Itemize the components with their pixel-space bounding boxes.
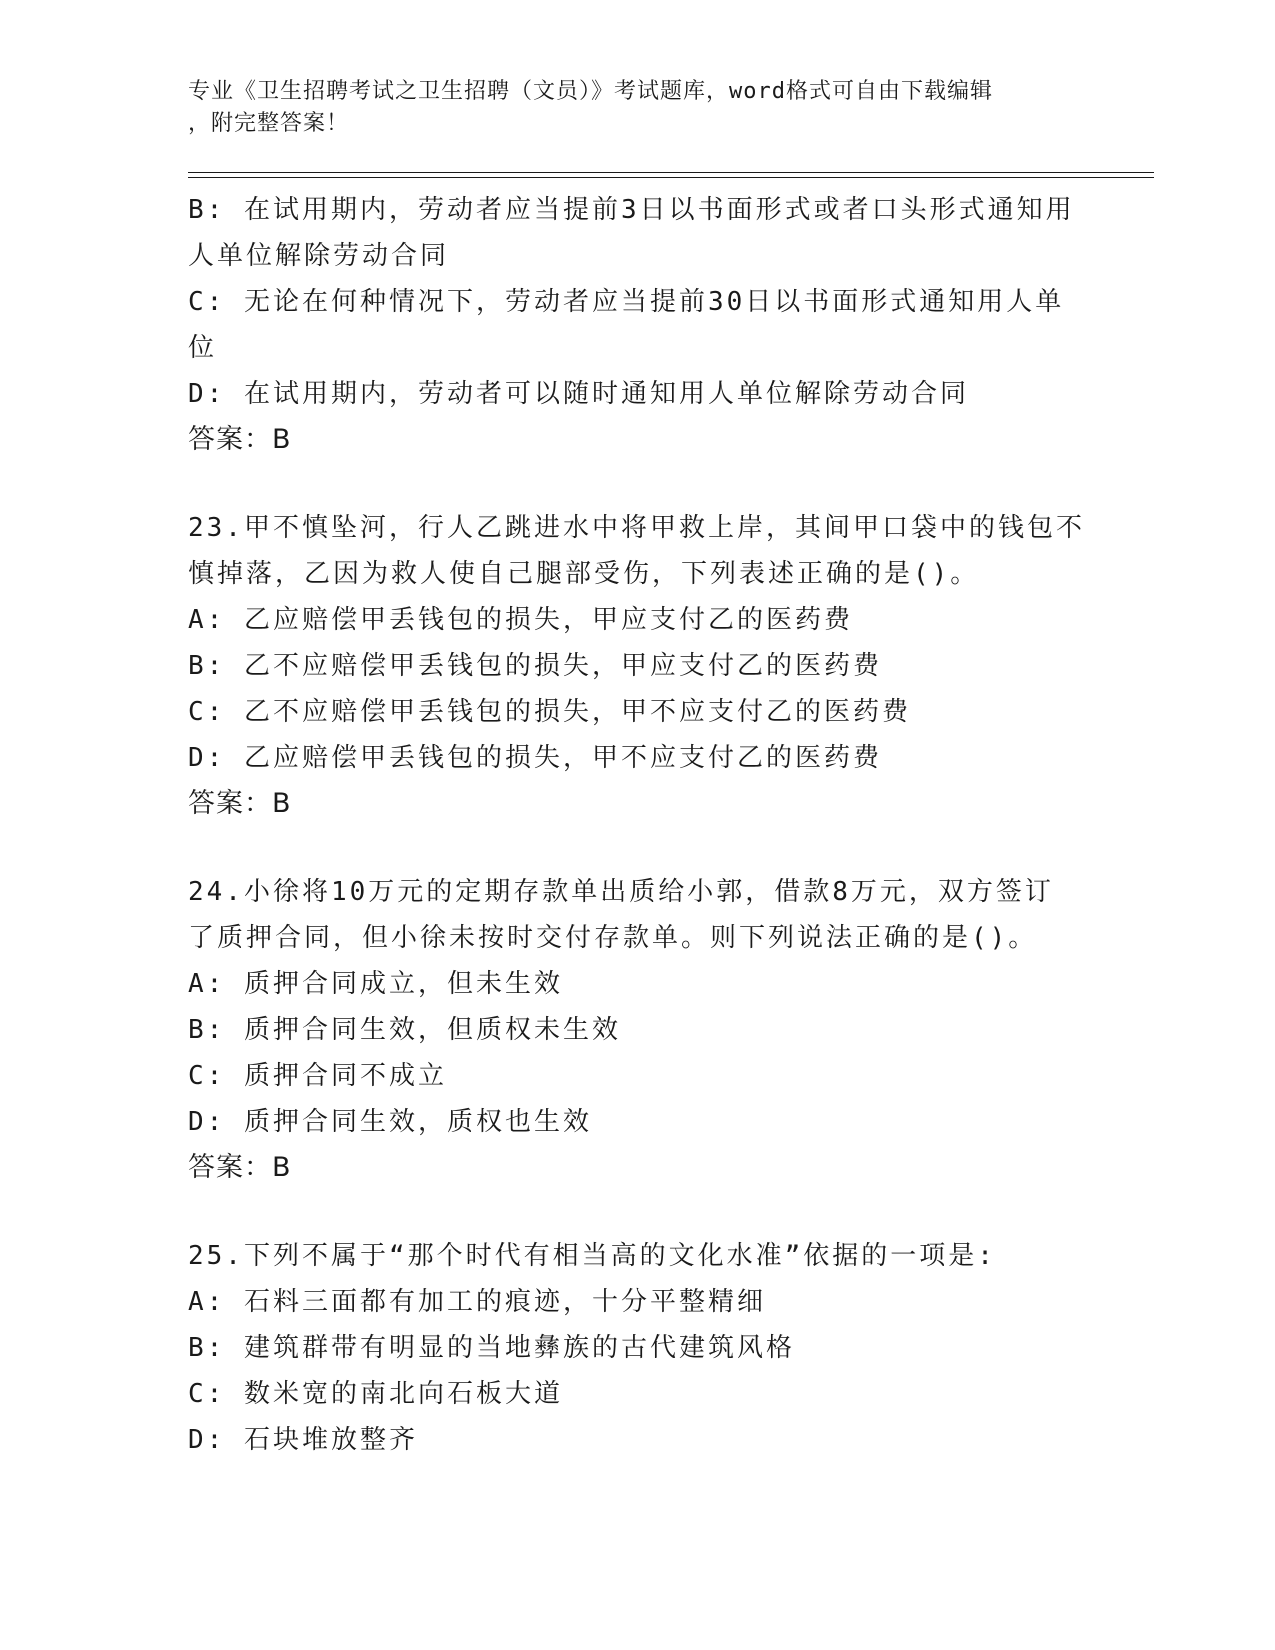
question-stem-line-1: 24.小徐将10万元的定期存款单出质给小郭，借款8万元，双方签订 <box>188 877 1054 907</box>
question-list <box>188 187 1088 1463</box>
question-24 <box>188 869 1088 1191</box>
option-d: D: 石块堆放整齐 <box>188 1425 418 1455</box>
option-c: C: 质押合同不成立 <box>188 1061 447 1091</box>
answer-label: 答案：B <box>188 1152 292 1183</box>
question-25 <box>188 1233 1088 1463</box>
option-d: D: 在试用期内，劳动者可以随时通知用人单位解除劳动合同 <box>188 379 969 409</box>
document-header <box>188 76 1078 140</box>
option-b: B: 建筑群带有明显的当地彝族的古代建筑风格 <box>188 1333 795 1363</box>
question-stem-line-1: 23.甲不慎坠河，行人乙跳进水中将甲救上岸，其间甲口袋中的钱包不 <box>188 513 1085 543</box>
option-c-line-2: 位 <box>188 333 218 363</box>
option-c: C: 数米宽的南北向石板大道 <box>188 1379 563 1409</box>
option-b-line-2: 人单位解除劳动合同 <box>188 241 450 271</box>
question-23 <box>188 505 1088 827</box>
option-a: A: 石料三面都有加工的痕迹，十分平整精细 <box>188 1287 766 1317</box>
header-rule-bottom <box>188 177 1154 178</box>
question-stem-line-2: 了质押合同，但小徐未按时交付存款单。则下列说法正确的是()。 <box>188 923 1038 953</box>
option-d: D: 质押合同生效，质权也生效 <box>188 1107 592 1137</box>
option-c: C: 乙不应赔偿甲丢钱包的损失，甲不应支付乙的医药费 <box>188 697 911 727</box>
question-stem-line-1: 25.下列不属于“那个时代有相当高的文化水准”依据的一项是: <box>188 1241 996 1271</box>
answer-label: 答案：B <box>188 788 292 819</box>
header-rule-top <box>188 172 1154 173</box>
question-22-continued <box>188 187 1088 463</box>
question-stem-line-2: 慎掉落，乙因为救人使自己腿部受伤，下列表述正确的是()。 <box>188 559 980 589</box>
header-line-2: ，附完整答案！ <box>188 111 350 136</box>
option-a: A: 质押合同成立，但未生效 <box>188 969 563 999</box>
option-b: B: 乙不应赔偿甲丢钱包的损失，甲应支付乙的医药费 <box>188 651 882 681</box>
option-d: D: 乙应赔偿甲丢钱包的损失，甲不应支付乙的医药费 <box>188 743 882 773</box>
option-b: B: 质押合同生效，但质权未生效 <box>188 1015 621 1045</box>
option-a: A: 乙应赔偿甲丢钱包的损失，甲应支付乙的医药费 <box>188 605 853 635</box>
option-b-line-1: B: 在试用期内，劳动者应当提前3日以书面形式或者口头形式通知用 <box>188 195 1075 225</box>
answer-label: 答案：B <box>188 424 292 455</box>
header-line-1: 专业《卫生招聘考试之卫生招聘（文员）》考试题库，word格式可自由下载编辑 <box>188 79 993 104</box>
option-c-line-1: C: 无论在何种情况下，劳动者应当提前30日以书面形式通知用人单 <box>188 287 1065 317</box>
